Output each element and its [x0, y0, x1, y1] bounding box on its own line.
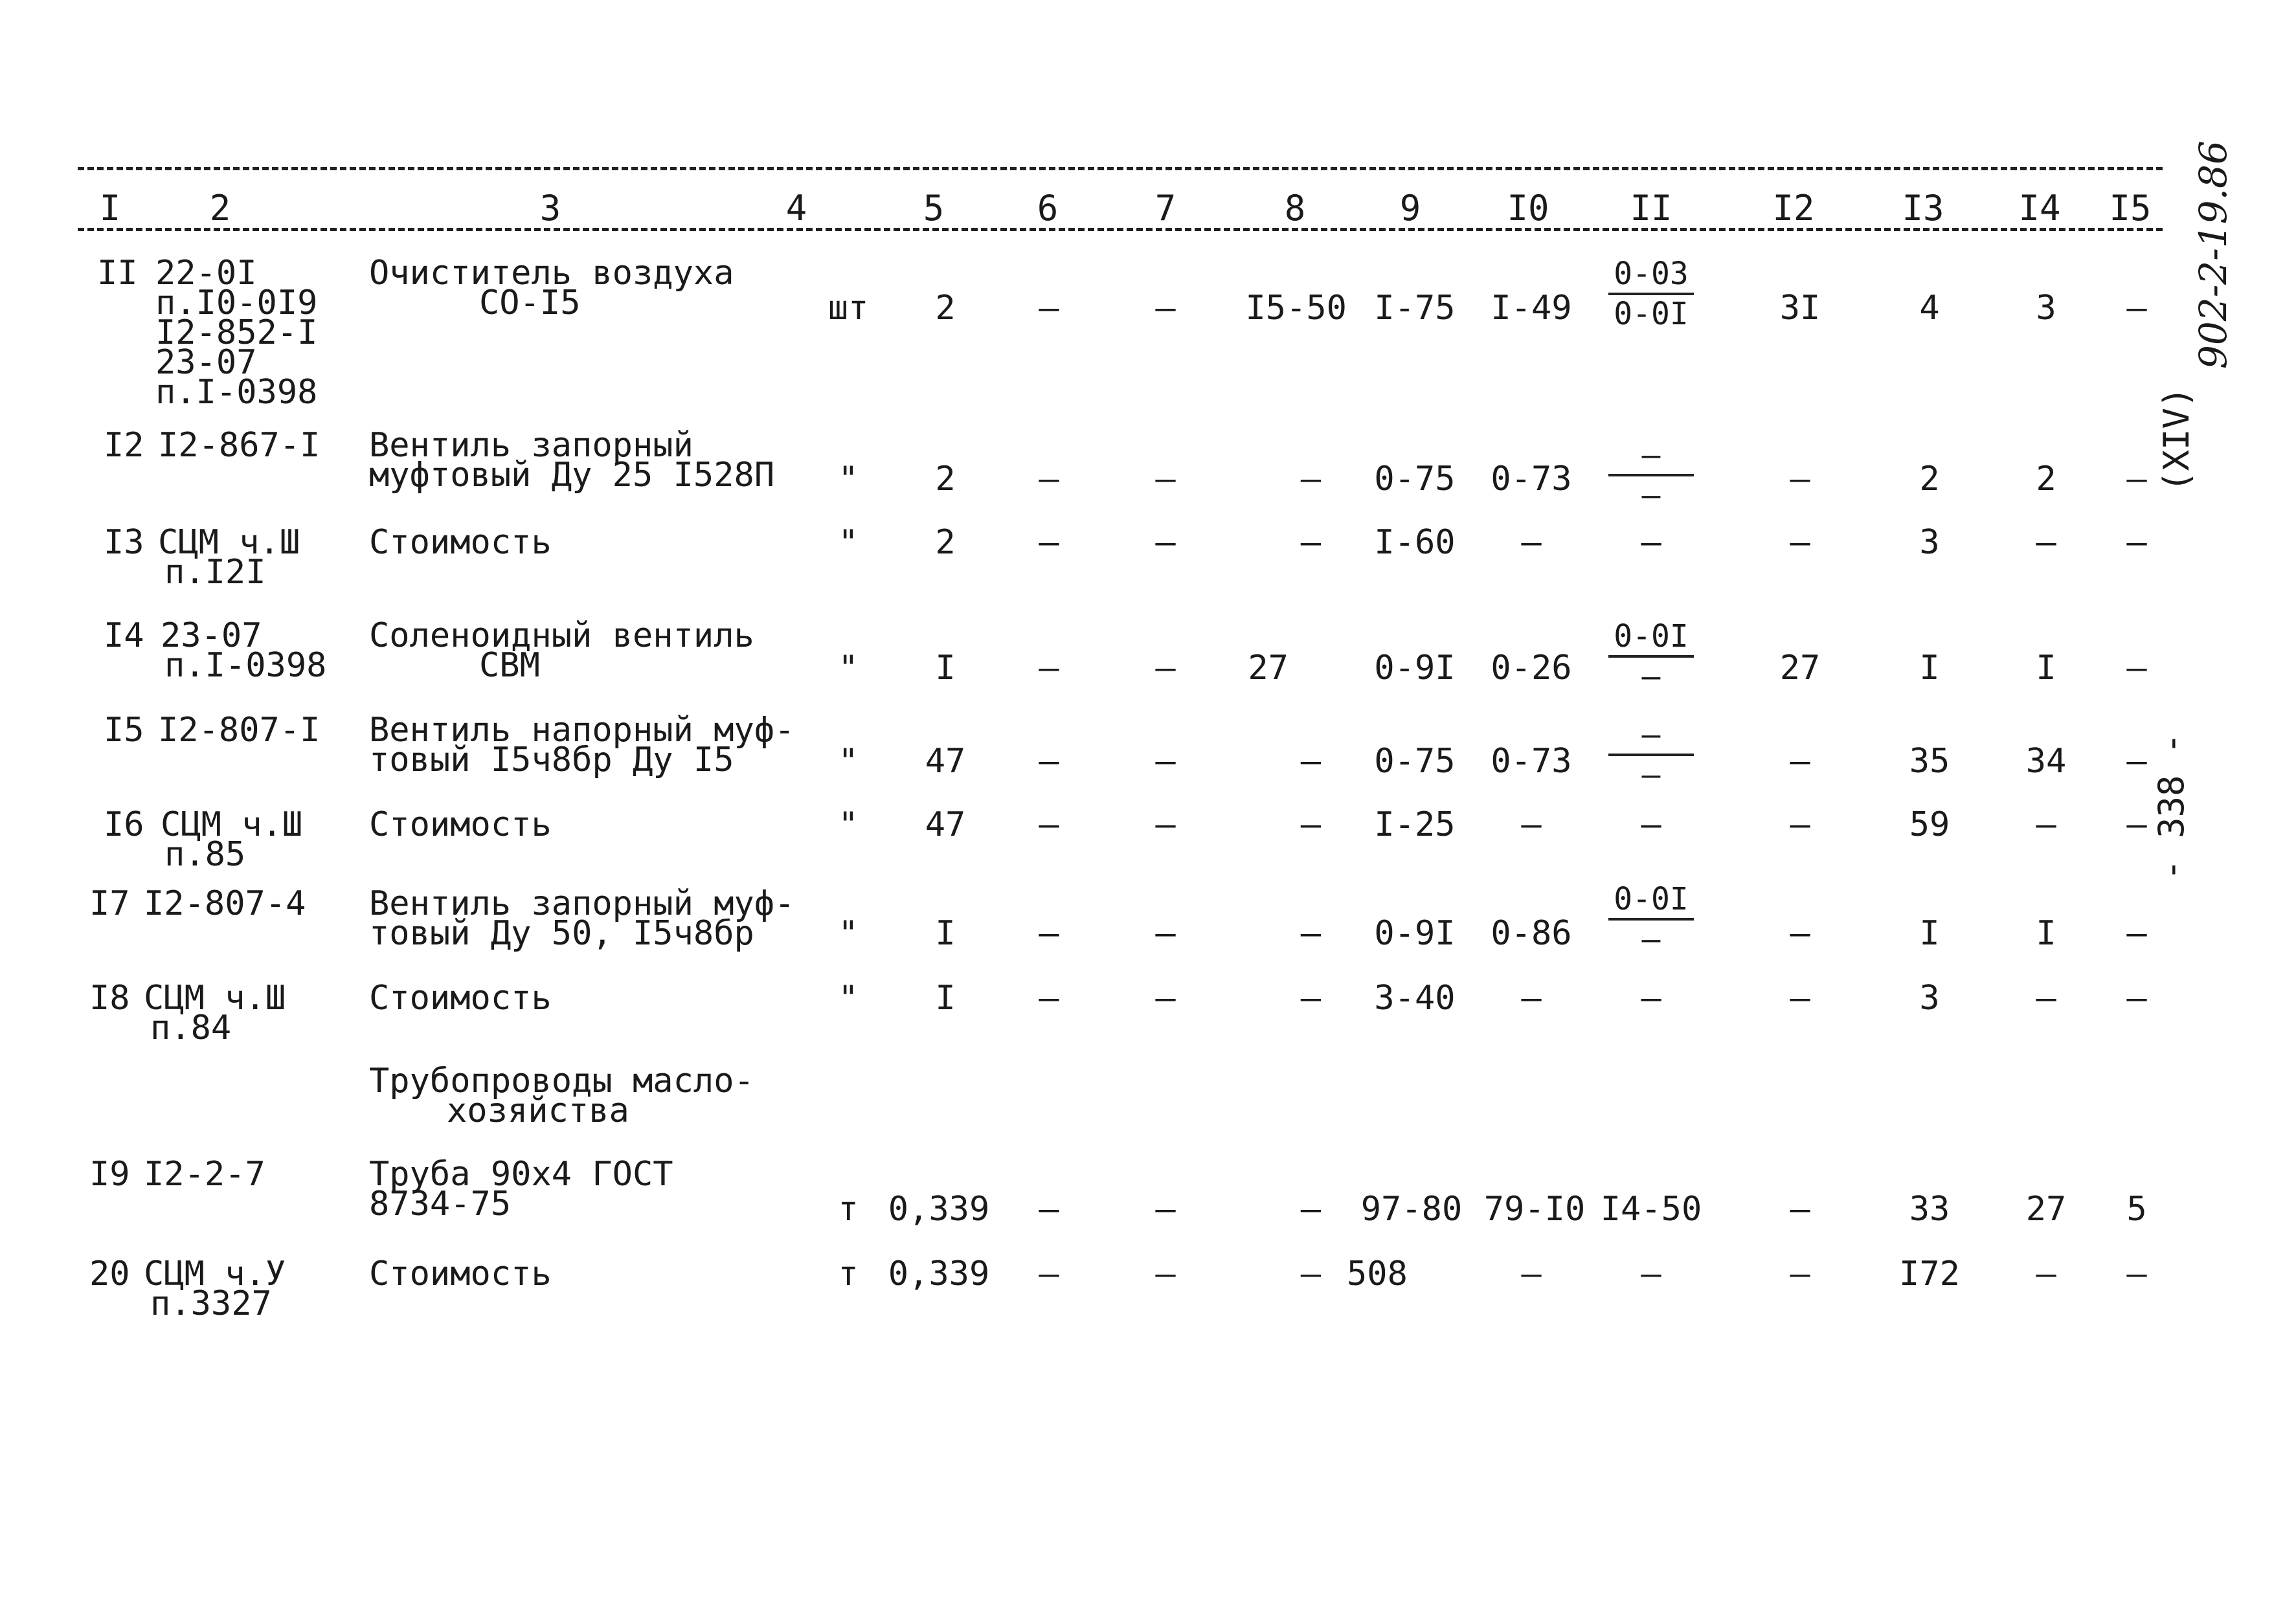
row-code: СЦМ ч.Ш	[161, 805, 303, 844]
row-unit: т	[838, 1190, 859, 1229]
row-name: Соленоидный вентиль	[369, 616, 754, 655]
row-col10: –	[1521, 1255, 1542, 1293]
row-number: I5	[104, 711, 144, 750]
row-col11-fraction	[1606, 437, 1696, 513]
row-number: I4	[104, 616, 144, 655]
row-col11: –	[1641, 1255, 1661, 1293]
header-col-8: 8	[1284, 188, 1306, 229]
row-col7: –	[1155, 523, 1176, 562]
row-col12: –	[1790, 1255, 1810, 1293]
header-col-9: 9	[1399, 188, 1421, 229]
row-col11: –	[1641, 805, 1661, 844]
row-col13: I	[1919, 914, 1940, 953]
row-unit: "	[838, 460, 859, 498]
fraction-top: 0-0I	[1614, 881, 1689, 917]
row-col13: 35	[1909, 742, 1950, 781]
row-code: СЦМ ч.Ш	[158, 523, 300, 562]
row-name: Стоимость	[369, 805, 552, 844]
row-col8: –	[1300, 979, 1321, 1018]
row-col11: –	[1641, 979, 1661, 1018]
top-dashed-rule	[78, 167, 2163, 170]
row-col9: I-75	[1374, 289, 1456, 328]
page-number: - 338 -	[2151, 733, 2192, 880]
row-col12: –	[1790, 914, 1810, 953]
row-col14: 27	[2025, 1190, 2067, 1229]
row-col10: 0-26	[1491, 649, 1572, 687]
row-unit: "	[838, 649, 859, 687]
row-col14: –	[2036, 805, 2056, 844]
row-number: 20	[89, 1255, 130, 1293]
row-code: 23-07	[161, 616, 262, 655]
row-col9: I-60	[1374, 523, 1456, 562]
row-qty: 2	[935, 460, 956, 498]
row-number: II	[97, 254, 138, 293]
row-col14: I	[2036, 914, 2056, 953]
header-dashed-rule	[78, 228, 2163, 231]
row-col13: 2	[1919, 460, 1940, 498]
row-col12: –	[1790, 979, 1810, 1018]
row-col10: 0-73	[1491, 460, 1572, 498]
row-col9: 0-9I	[1374, 649, 1456, 687]
row-name: СВМ	[479, 646, 540, 685]
row-col8: –	[1300, 742, 1321, 781]
row-col12: –	[1790, 742, 1810, 781]
row-code: п.I-0398	[155, 373, 318, 412]
row-col12: –	[1790, 523, 1810, 562]
row-col10: 0-86	[1491, 914, 1572, 953]
section-heading-line: Трубопроводы масло-	[369, 1062, 754, 1100]
row-name: Стоимость	[369, 523, 552, 562]
header-col-2: 2	[209, 188, 231, 229]
row-name: Труба 90х4 ГОСТ	[369, 1155, 673, 1194]
row-col11-fraction	[1606, 618, 1696, 695]
row-col12: 3I	[1779, 289, 1821, 328]
row-col13: I	[1919, 649, 1940, 687]
row-col15: –	[2126, 1255, 2147, 1293]
row-unit: "	[838, 914, 859, 953]
row-col6: –	[1039, 523, 1059, 562]
row-col11-fraction	[1606, 881, 1696, 957]
row-qty: I	[935, 649, 956, 687]
fraction-top: 0-0I	[1614, 618, 1689, 654]
row-code: п.I2I	[164, 553, 266, 592]
row-col8: –	[1300, 1255, 1321, 1293]
row-col10: –	[1521, 523, 1542, 562]
row-number: I3	[104, 523, 144, 562]
row-col12: –	[1790, 1190, 1810, 1229]
row-unit: "	[838, 523, 859, 562]
row-code: СЦМ ч.У	[144, 1255, 286, 1293]
row-number: I9	[89, 1155, 130, 1194]
row-code: СЦМ ч.Ш	[144, 979, 286, 1018]
row-qty: I	[935, 979, 956, 1018]
row-unit: шт	[827, 289, 869, 328]
row-col8: –	[1300, 914, 1321, 953]
row-name: товый Ду 50, I5ч8бр	[369, 914, 754, 953]
row-col10: I-49	[1491, 289, 1572, 328]
row-col14: –	[2036, 523, 2056, 562]
row-col13: 33	[1909, 1190, 1950, 1229]
row-number: I8	[89, 979, 130, 1018]
row-col13: 59	[1909, 805, 1950, 844]
row-name: муфтовый Ду 25 I528П	[369, 456, 775, 495]
row-unit: "	[838, 979, 859, 1018]
header-col-1: I	[99, 188, 121, 229]
fraction-top: –	[1641, 717, 1661, 753]
row-col10: 0-73	[1491, 742, 1572, 781]
row-col9: 3-40	[1374, 979, 1456, 1018]
row-qty: 2	[935, 289, 956, 328]
row-col15: –	[2126, 805, 2147, 844]
row-code: I2-2-7	[144, 1155, 265, 1194]
row-number: I2	[104, 426, 144, 465]
fraction-bottom: –	[1641, 757, 1661, 793]
row-col8: I5-50	[1245, 289, 1347, 328]
row-col15: –	[2126, 523, 2147, 562]
row-col14: 34	[2025, 742, 2067, 781]
row-qty: 2	[935, 523, 956, 562]
row-col12: –	[1790, 460, 1810, 498]
row-code: 22-0I	[155, 254, 257, 293]
row-col6: –	[1039, 742, 1059, 781]
row-col13: 4	[1919, 289, 1940, 328]
header-col-13: I3	[1902, 188, 1944, 229]
row-col6: –	[1039, 979, 1059, 1018]
row-col7: –	[1155, 979, 1176, 1018]
header-col-3: 3	[539, 188, 561, 229]
row-col15: –	[2126, 979, 2147, 1018]
row-code: п.I0-0I9	[155, 284, 318, 322]
row-col7: –	[1155, 1255, 1176, 1293]
row-col6: –	[1039, 805, 1059, 844]
row-col8: –	[1300, 523, 1321, 562]
row-unit: т	[838, 1255, 859, 1293]
row-name: Очиститель воздуха	[369, 254, 734, 293]
header-col-10: I0	[1507, 188, 1549, 229]
row-col6: –	[1039, 649, 1059, 687]
row-code: I2-807-I	[158, 711, 321, 750]
row-col9: 0-75	[1374, 742, 1456, 781]
row-qty: 47	[925, 805, 966, 844]
fraction-top: 0-03	[1614, 256, 1689, 292]
row-col10: –	[1521, 979, 1542, 1018]
row-qty: 47	[925, 742, 966, 781]
row-col8: –	[1300, 805, 1321, 844]
row-qty: 0,339	[888, 1190, 990, 1229]
row-col7: –	[1155, 289, 1176, 328]
row-code: 23-07	[155, 343, 257, 382]
row-number: I7	[89, 884, 130, 923]
row-code: п.85	[164, 835, 246, 874]
row-col7: –	[1155, 649, 1176, 687]
row-col15: –	[2126, 742, 2147, 781]
row-col13: 3	[1919, 979, 1940, 1018]
fraction-bottom: –	[1641, 921, 1661, 957]
row-name: Стоимость	[369, 979, 552, 1018]
row-qty: I	[935, 914, 956, 953]
row-code: I2-867-I	[158, 426, 321, 465]
header-col-11: II	[1630, 188, 1672, 229]
header-col-7: 7	[1154, 188, 1176, 229]
row-col9: 508	[1347, 1255, 1408, 1293]
row-col6: –	[1039, 1190, 1059, 1229]
row-col14: –	[2036, 979, 2056, 1018]
sheet-code: (XIV)	[2156, 386, 2197, 492]
row-col11: –	[1641, 523, 1661, 562]
row-col7: –	[1155, 460, 1176, 498]
header-col-12: I2	[1772, 188, 1815, 229]
row-col6: –	[1039, 289, 1059, 328]
row-col11-fraction	[1606, 717, 1696, 793]
row-qty: 0,339	[888, 1255, 990, 1293]
row-col15: –	[2126, 914, 2147, 953]
fraction-bottom: 0-0I	[1614, 296, 1689, 332]
header-col-5: 5	[923, 188, 945, 229]
row-col9: 0-9I	[1374, 914, 1456, 953]
row-col8: –	[1300, 1190, 1321, 1229]
row-unit: "	[838, 805, 859, 844]
row-col9: I-25	[1374, 805, 1456, 844]
header-col-4: 4	[785, 188, 807, 229]
row-col13: 3	[1919, 523, 1940, 562]
row-code: п.84	[150, 1009, 232, 1047]
row-number: I6	[104, 805, 144, 844]
row-name: товый I5ч8бр Ду I5	[369, 741, 734, 779]
row-col9: 0-75	[1374, 460, 1456, 498]
row-col15: 5	[2126, 1190, 2147, 1229]
row-name: Вентиль запорный	[369, 426, 693, 465]
row-name: 8734-75	[369, 1185, 512, 1223]
row-col8: –	[1300, 460, 1321, 498]
row-col10: –	[1521, 805, 1542, 844]
row-code: п.I-0398	[164, 646, 327, 685]
row-col6: –	[1039, 914, 1059, 953]
row-col7: –	[1155, 805, 1176, 844]
row-col11: I4-50	[1600, 1190, 1702, 1229]
fraction-bottom: –	[1641, 658, 1661, 695]
header-col-14: I4	[2018, 188, 2061, 229]
row-col12: 27	[1779, 649, 1821, 687]
row-name: CO-I5	[479, 284, 581, 322]
row-col14: –	[2036, 1255, 2056, 1293]
row-col13: I72	[1899, 1255, 1960, 1293]
handwritten-document-number: 902-2-19.86	[2191, 140, 2235, 369]
row-code: I2-852-I	[155, 313, 318, 352]
fraction-top: –	[1641, 437, 1661, 473]
row-unit: "	[838, 742, 859, 781]
row-col11-fraction	[1606, 256, 1696, 332]
row-col15: –	[2126, 649, 2147, 687]
section-heading-line: хозяйства	[447, 1091, 629, 1130]
row-col12: –	[1790, 805, 1810, 844]
row-name: Вентиль запорный муф-	[369, 884, 795, 923]
row-col14: 3	[2036, 289, 2056, 328]
row-code: п.3327	[150, 1284, 272, 1323]
row-code: I2-807-4	[144, 884, 306, 923]
row-col15: –	[2126, 289, 2147, 328]
row-col7: –	[1155, 742, 1176, 781]
row-col10: 79-I0	[1483, 1190, 1586, 1229]
row-col6: –	[1039, 460, 1059, 498]
row-name: Вентиль напорный муф-	[369, 711, 795, 750]
row-col15: –	[2126, 460, 2147, 498]
row-col7: –	[1155, 1190, 1176, 1229]
header-col-6: 6	[1037, 188, 1059, 229]
fraction-bottom: –	[1641, 477, 1661, 513]
row-name: Стоимость	[369, 1255, 552, 1293]
row-col8: 27	[1248, 649, 1289, 687]
header-col-15: I5	[2109, 188, 2152, 229]
row-col7: –	[1155, 914, 1176, 953]
row-col9: 97-80	[1360, 1190, 1463, 1229]
row-col14: I	[2036, 649, 2056, 687]
row-col14: 2	[2036, 460, 2056, 498]
row-col6: –	[1039, 1255, 1059, 1293]
